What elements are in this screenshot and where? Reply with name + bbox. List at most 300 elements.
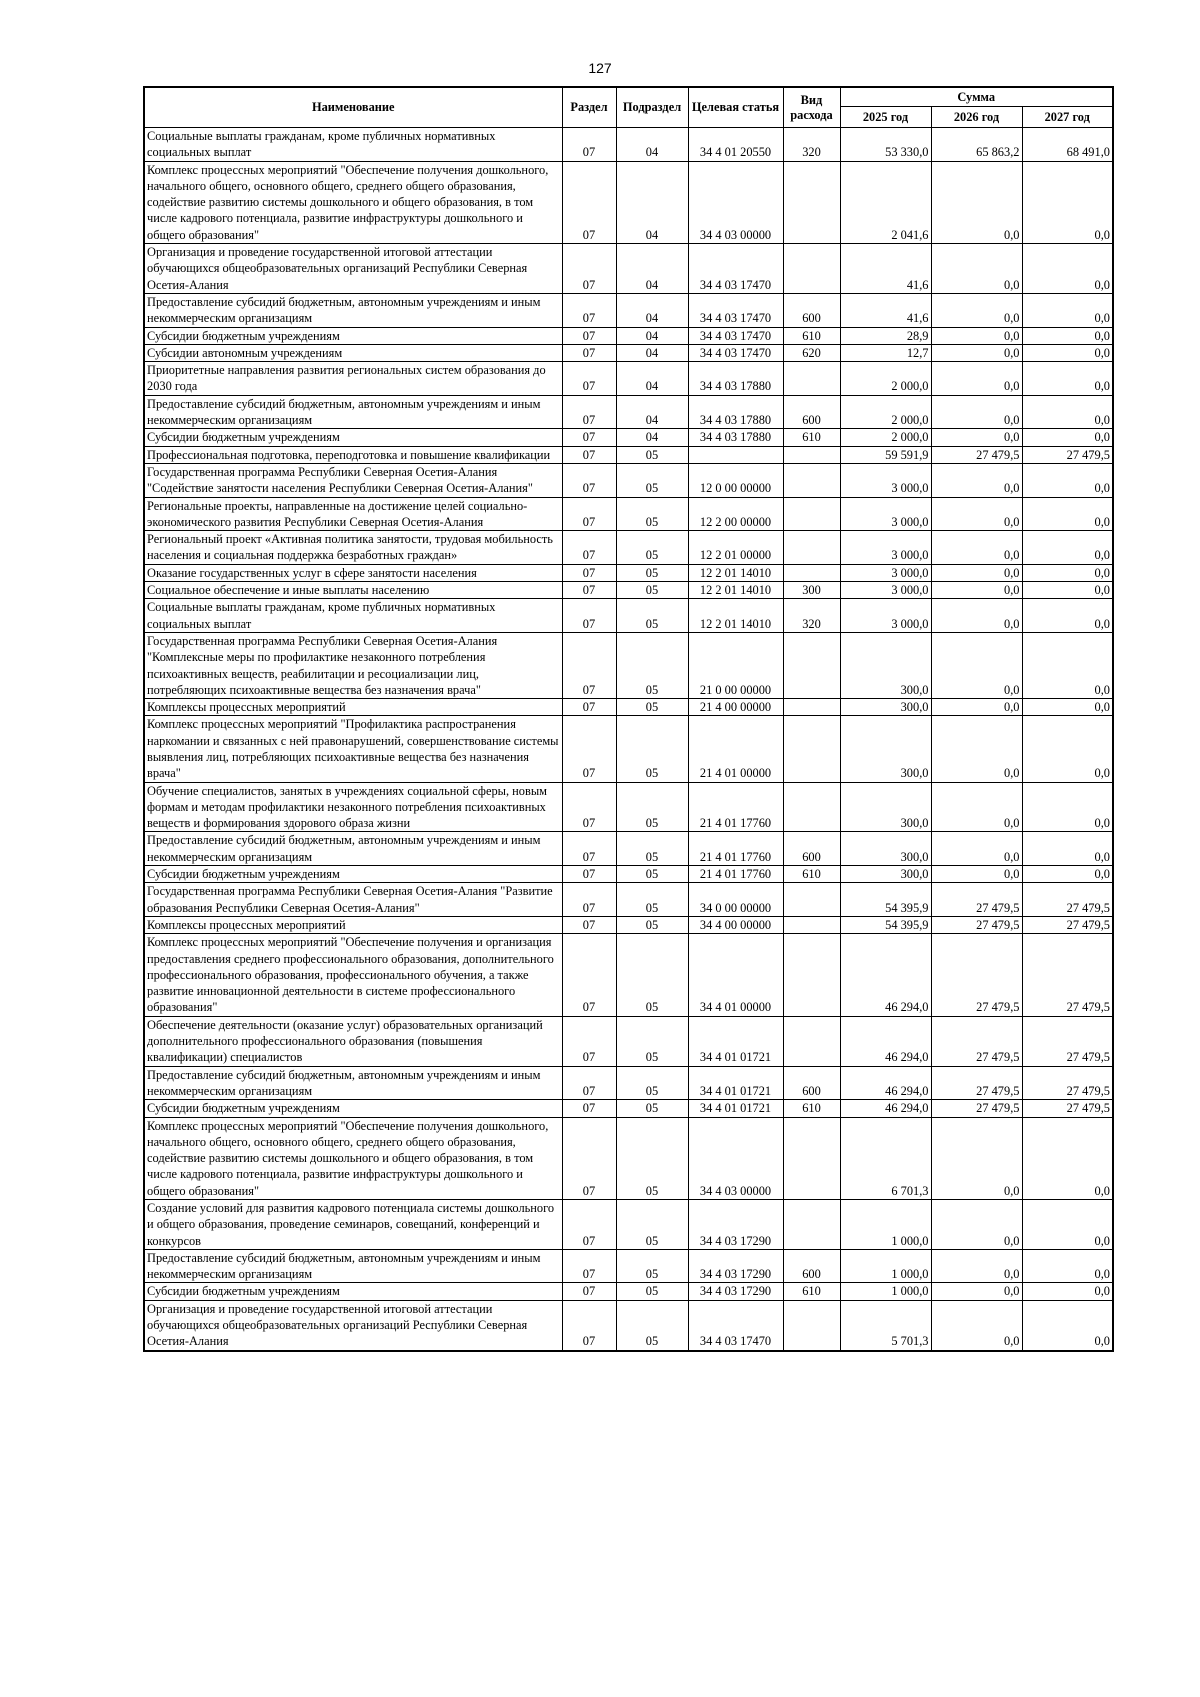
row-razdel: 07: [562, 632, 616, 698]
row-sum-2025: 12,7: [840, 344, 931, 361]
table-row: [144, 1117, 1113, 1199]
page-number: 127: [588, 60, 612, 76]
row-podrazdel: 04: [616, 128, 688, 162]
row-name: Субсидии бюджетным учреждениям: [144, 866, 562, 883]
table-row: [144, 599, 1113, 633]
row-sum-2027: 27 479,5: [1022, 883, 1113, 917]
row-name: Организация и проведение государственной итоговой аттестации обучающихся общеобразовательных организаций Республики Северная Осетия-Алания: [144, 1300, 562, 1350]
row-celevaya: 34 4 03 17880: [688, 429, 783, 446]
row-celevaya: 12 2 00 00000: [688, 497, 783, 531]
row-razdel: 07: [562, 699, 616, 716]
row-celevaya: 21 4 01 17760: [688, 832, 783, 866]
row-sum-2026: 0,0: [931, 1200, 1022, 1250]
row-sum-2027: 0,0: [1022, 1249, 1113, 1283]
row-name: Государственная программа Республики Северная Осетия-Алания "Комплексные меры по профилактике незаконного потребления психоактивных веществ, реабилитации и ресоциализации лиц, потребляющих психоактивные вещества без назначения врача": [144, 632, 562, 698]
row-vid: [783, 161, 840, 243]
row-name: Обучение специалистов, занятых в учреждениях социальной сферы, новым формам и методам профилактики незаконного потребления психоактивных веществ и формирования здорового образа жизни: [144, 782, 562, 832]
header-podrazdel: Подраздел: [616, 87, 688, 128]
row-name: Предоставление субсидий бюджетным, автономным учреждениям и иным некоммерческим организациям: [144, 395, 562, 429]
row-sum-2026: 0,0: [931, 716, 1022, 782]
row-celevaya: 21 4 01 17760: [688, 866, 783, 883]
row-podrazdel: 05: [616, 1200, 688, 1250]
row-sum-2027: 0,0: [1022, 699, 1113, 716]
row-vid: 600: [783, 1249, 840, 1283]
row-name: Обеспечение деятельности (оказание услуг) образовательных организаций дополнительного профессионального образования (повышения квалификации) специалистов: [144, 1016, 562, 1066]
row-name: Организация и проведение государственной итоговой аттестации обучающихся общеобразовательных организаций Республики Северная Осетия-Алания: [144, 244, 562, 294]
row-name: Комплекс процессных мероприятий "Обеспечение получения дошкольного, начального общего, основного общего, среднего общего образования, содействие развитию системы дошкольного и общего образования, в том числе кадрового потенциала, развитие инфраструктуры дошкольного и общего образования": [144, 1117, 562, 1199]
row-celevaya: 12 2 01 14010: [688, 582, 783, 599]
table-row: [144, 716, 1113, 782]
row-sum-2027: 0,0: [1022, 497, 1113, 531]
row-sum-2027: 0,0: [1022, 1200, 1113, 1250]
row-sum-2025: 300,0: [840, 832, 931, 866]
row-celevaya: 34 0 00 00000: [688, 883, 783, 917]
row-podrazdel: 05: [616, 1249, 688, 1283]
table-row: [144, 446, 1113, 463]
header-2026: 2026 год: [931, 107, 1022, 128]
row-razdel: 07: [562, 161, 616, 243]
row-podrazdel: 05: [616, 463, 688, 497]
row-celevaya: 34 4 03 17880: [688, 395, 783, 429]
row-razdel: 07: [562, 244, 616, 294]
row-sum-2026: 0,0: [931, 1249, 1022, 1283]
row-sum-2025: 300,0: [840, 716, 931, 782]
row-podrazdel: 05: [616, 934, 688, 1016]
row-razdel: 07: [562, 463, 616, 497]
table-row: [144, 161, 1113, 243]
row-sum-2026: 0,0: [931, 463, 1022, 497]
row-razdel: 07: [562, 1117, 616, 1199]
row-name: Предоставление субсидий бюджетным, автономным учреждениям и иным некоммерческим организациям: [144, 1066, 562, 1100]
row-sum-2026: 0,0: [931, 632, 1022, 698]
row-razdel: 07: [562, 1283, 616, 1300]
row-name: Региональные проекты, направленные на достижение целей социально-экономического развития Республики Северная Осетия-Алания: [144, 497, 562, 531]
row-razdel: 07: [562, 716, 616, 782]
row-celevaya: 21 4 01 00000: [688, 716, 783, 782]
row-sum-2027: 0,0: [1022, 344, 1113, 361]
row-vid: [783, 1200, 840, 1250]
row-sum-2026: 0,0: [931, 564, 1022, 581]
row-sum-2026: 0,0: [931, 782, 1022, 832]
row-sum-2027: 0,0: [1022, 782, 1113, 832]
row-sum-2025: 300,0: [840, 632, 931, 698]
row-sum-2026: 65 863,2: [931, 128, 1022, 162]
row-sum-2026: 0,0: [931, 362, 1022, 396]
row-sum-2027: 0,0: [1022, 564, 1113, 581]
row-celevaya: 34 4 03 17290: [688, 1200, 783, 1250]
row-podrazdel: 05: [616, 564, 688, 581]
row-sum-2027: 0,0: [1022, 362, 1113, 396]
row-sum-2026: 0,0: [931, 344, 1022, 361]
table-row: [144, 832, 1113, 866]
row-sum-2025: 3 000,0: [840, 582, 931, 599]
row-sum-2027: 27 479,5: [1022, 1016, 1113, 1066]
row-sum-2025: 59 591,9: [840, 446, 931, 463]
row-sum-2027: 0,0: [1022, 531, 1113, 565]
row-name: Приоритетные направления развития региональных систем образования до 2030 года: [144, 362, 562, 396]
row-podrazdel: 04: [616, 161, 688, 243]
table-row: [144, 463, 1113, 497]
row-sum-2025: 2 041,6: [840, 161, 931, 243]
row-name: Оказание государственных услуг в сфере занятости населения: [144, 564, 562, 581]
row-vid: 600: [783, 395, 840, 429]
row-vid: 620: [783, 344, 840, 361]
row-sum-2026: 0,0: [931, 429, 1022, 446]
row-podrazdel: 05: [616, 782, 688, 832]
row-sum-2026: 27 479,5: [931, 1016, 1022, 1066]
row-celevaya: 12 2 01 14010: [688, 564, 783, 581]
row-vid: [783, 446, 840, 463]
row-sum-2026: 0,0: [931, 1283, 1022, 1300]
row-sum-2026: 0,0: [931, 161, 1022, 243]
header-vid: Вид расхода: [783, 87, 840, 128]
row-name: Субсидии бюджетным учреждениям: [144, 1283, 562, 1300]
row-razdel: 07: [562, 327, 616, 344]
row-name: Региональный проект «Активная политика занятости, трудовая мобильность населения и социальная поддержка безработных граждан»: [144, 531, 562, 565]
row-podrazdel: 05: [616, 1300, 688, 1350]
row-sum-2025: 41,6: [840, 293, 931, 327]
row-sum-2025: 28,9: [840, 327, 931, 344]
row-vid: [783, 716, 840, 782]
row-sum-2027: 0,0: [1022, 716, 1113, 782]
row-vid: 600: [783, 293, 840, 327]
row-podrazdel: 05: [616, 446, 688, 463]
row-sum-2025: 54 395,9: [840, 916, 931, 933]
row-sum-2026: 0,0: [931, 832, 1022, 866]
table-row: [144, 128, 1113, 162]
row-sum-2026: 27 479,5: [931, 916, 1022, 933]
row-podrazdel: 05: [616, 632, 688, 698]
row-vid: [783, 699, 840, 716]
row-razdel: 07: [562, 1249, 616, 1283]
table-row: [144, 632, 1113, 698]
row-podrazdel: 05: [616, 1283, 688, 1300]
row-name: Предоставление субсидий бюджетным, автономным учреждениям и иным некоммерческим организациям: [144, 1249, 562, 1283]
row-sum-2027: 68 491,0: [1022, 128, 1113, 162]
table-row: [144, 564, 1113, 581]
row-razdel: 07: [562, 1016, 616, 1066]
row-vid: [783, 564, 840, 581]
row-podrazdel: 05: [616, 531, 688, 565]
row-celevaya: 34 4 00 00000: [688, 916, 783, 933]
row-sum-2025: 2 000,0: [840, 362, 931, 396]
row-sum-2025: 2 000,0: [840, 429, 931, 446]
row-sum-2025: 3 000,0: [840, 599, 931, 633]
row-sum-2025: 3 000,0: [840, 497, 931, 531]
row-sum-2025: 3 000,0: [840, 531, 931, 565]
row-celevaya: 34 4 03 17470: [688, 293, 783, 327]
row-sum-2027: 27 479,5: [1022, 1100, 1113, 1117]
table-row: [144, 1249, 1113, 1283]
row-sum-2027: 0,0: [1022, 327, 1113, 344]
row-sum-2027: 27 479,5: [1022, 916, 1113, 933]
row-celevaya: [688, 446, 783, 463]
budget-table: [143, 86, 1114, 1352]
row-sum-2025: 300,0: [840, 699, 931, 716]
table-header: [144, 87, 1113, 128]
row-sum-2027: 0,0: [1022, 395, 1113, 429]
row-sum-2027: 27 479,5: [1022, 1066, 1113, 1100]
row-name: Субсидии автономным учреждениям: [144, 344, 562, 361]
row-razdel: 07: [562, 599, 616, 633]
row-vid: 610: [783, 429, 840, 446]
row-sum-2027: 27 479,5: [1022, 446, 1113, 463]
row-name: Социальные выплаты гражданам, кроме публичных нормативных социальных выплат: [144, 599, 562, 633]
row-name: Субсидии бюджетным учреждениям: [144, 429, 562, 446]
row-name: Субсидии бюджетным учреждениям: [144, 327, 562, 344]
table-row: [144, 1283, 1113, 1300]
row-sum-2026: 0,0: [931, 1300, 1022, 1350]
row-celevaya: 12 0 00 00000: [688, 463, 783, 497]
row-razdel: 07: [562, 429, 616, 446]
row-podrazdel: 05: [616, 497, 688, 531]
row-razdel: 07: [562, 531, 616, 565]
row-sum-2025: 41,6: [840, 244, 931, 294]
table-row: [144, 362, 1113, 396]
table-row: [144, 1200, 1113, 1250]
row-razdel: 07: [562, 934, 616, 1016]
row-name: Комплексы процессных мероприятий: [144, 916, 562, 933]
row-celevaya: 21 0 00 00000: [688, 632, 783, 698]
row-sum-2027: 0,0: [1022, 1283, 1113, 1300]
table-row: [144, 344, 1113, 361]
row-vid: [783, 883, 840, 917]
row-podrazdel: 05: [616, 699, 688, 716]
row-name: Государственная программа Республики Северная Осетия-Алания "Содействие занятости населения Республики Северная Осетия-Алания": [144, 463, 562, 497]
row-name: Комплексы процессных мероприятий: [144, 699, 562, 716]
row-sum-2027: 0,0: [1022, 599, 1113, 633]
row-celevaya: 34 4 01 01721: [688, 1016, 783, 1066]
header-2025: 2025 год: [840, 107, 931, 128]
row-sum-2026: 27 479,5: [931, 934, 1022, 1016]
row-podrazdel: 05: [616, 716, 688, 782]
row-sum-2025: 53 330,0: [840, 128, 931, 162]
row-sum-2026: 0,0: [931, 1117, 1022, 1199]
row-sum-2025: 46 294,0: [840, 934, 931, 1016]
row-sum-2026: 27 479,5: [931, 1100, 1022, 1117]
row-sum-2027: 0,0: [1022, 463, 1113, 497]
row-razdel: 07: [562, 446, 616, 463]
row-podrazdel: 05: [616, 1016, 688, 1066]
table-row: [144, 883, 1113, 917]
row-celevaya: 34 4 01 20550: [688, 128, 783, 162]
row-razdel: 07: [562, 362, 616, 396]
table-row: [144, 293, 1113, 327]
row-sum-2027: 0,0: [1022, 1117, 1113, 1199]
row-sum-2027: 0,0: [1022, 832, 1113, 866]
table-row: [144, 582, 1113, 599]
row-podrazdel: 04: [616, 429, 688, 446]
table-row: [144, 429, 1113, 446]
row-celevaya: 34 4 03 17470: [688, 1300, 783, 1350]
table-row: [144, 395, 1113, 429]
row-razdel: 07: [562, 1300, 616, 1350]
row-sum-2027: 0,0: [1022, 244, 1113, 294]
table-row: [144, 531, 1113, 565]
header-razdel: Раздел: [562, 87, 616, 128]
row-sum-2026: 0,0: [931, 699, 1022, 716]
header-celevaya: Целевая статья: [688, 87, 783, 128]
row-name: Профессиональная подготовка, переподготовка и повышение квалификации: [144, 446, 562, 463]
row-sum-2025: 2 000,0: [840, 395, 931, 429]
row-sum-2027: 0,0: [1022, 161, 1113, 243]
table-row: [144, 1016, 1113, 1066]
row-name: Комплекс процессных мероприятий "Обеспечение получения и организация предоставления среднего профессионального образования, дополнительного профессионального образования, профессионального обучения, а также развитие инновационной деятельности в системе профессионального образования": [144, 934, 562, 1016]
row-podrazdel: 05: [616, 1117, 688, 1199]
row-celevaya: 34 4 01 00000: [688, 934, 783, 1016]
row-vid: [783, 1300, 840, 1350]
table-row: [144, 327, 1113, 344]
row-celevaya: 34 4 03 00000: [688, 1117, 783, 1199]
row-podrazdel: 04: [616, 362, 688, 396]
row-sum-2025: 300,0: [840, 782, 931, 832]
row-sum-2026: 0,0: [931, 599, 1022, 633]
row-celevaya: 21 4 01 17760: [688, 782, 783, 832]
row-razdel: 07: [562, 582, 616, 599]
table-row: [144, 1300, 1113, 1350]
row-vid: [783, 362, 840, 396]
row-celevaya: 34 4 03 17470: [688, 244, 783, 294]
row-sum-2025: 54 395,9: [840, 883, 931, 917]
row-sum-2026: 0,0: [931, 582, 1022, 599]
row-name: Социальное обеспечение и иные выплаты населению: [144, 582, 562, 599]
row-razdel: 07: [562, 564, 616, 581]
table-row: [144, 497, 1113, 531]
row-name: Предоставление субсидий бюджетным, автономным учреждениям и иным некоммерческим организациям: [144, 832, 562, 866]
row-sum-2027: 0,0: [1022, 632, 1113, 698]
row-vid: 320: [783, 599, 840, 633]
row-vid: 610: [783, 866, 840, 883]
table-row: [144, 916, 1113, 933]
row-razdel: 07: [562, 782, 616, 832]
row-sum-2026: 0,0: [931, 293, 1022, 327]
row-celevaya: 34 4 03 17470: [688, 344, 783, 361]
row-razdel: 07: [562, 916, 616, 933]
table-row: [144, 934, 1113, 1016]
row-name: Создание условий для развития кадрового потенциала системы дошкольного и общего образования, проведение семинаров, совещаний, конференций и конкурсов: [144, 1200, 562, 1250]
row-sum-2026: 27 479,5: [931, 883, 1022, 917]
row-sum-2026: 0,0: [931, 531, 1022, 565]
row-sum-2027: 0,0: [1022, 293, 1113, 327]
row-celevaya: 34 4 03 00000: [688, 161, 783, 243]
row-sum-2025: 1 000,0: [840, 1200, 931, 1250]
row-sum-2025: 46 294,0: [840, 1016, 931, 1066]
row-vid: [783, 934, 840, 1016]
row-sum-2026: 0,0: [931, 497, 1022, 531]
row-celevaya: 34 4 03 17290: [688, 1283, 783, 1300]
table-row: [144, 1100, 1113, 1117]
row-razdel: 07: [562, 883, 616, 917]
row-razdel: 07: [562, 293, 616, 327]
row-vid: [783, 497, 840, 531]
row-podrazdel: 05: [616, 832, 688, 866]
row-sum-2025: 46 294,0: [840, 1100, 931, 1117]
row-sum-2027: 0,0: [1022, 582, 1113, 599]
row-sum-2025: 3 000,0: [840, 564, 931, 581]
row-vid: [783, 632, 840, 698]
row-sum-2025: 1 000,0: [840, 1283, 931, 1300]
table-row: [144, 782, 1113, 832]
row-sum-2027: 0,0: [1022, 1300, 1113, 1350]
row-podrazdel: 05: [616, 1066, 688, 1100]
row-vid: 600: [783, 1066, 840, 1100]
row-razdel: 07: [562, 1100, 616, 1117]
row-sum-2027: 0,0: [1022, 866, 1113, 883]
row-sum-2027: 0,0: [1022, 429, 1113, 446]
row-vid: 610: [783, 327, 840, 344]
row-razdel: 07: [562, 395, 616, 429]
row-podrazdel: 04: [616, 395, 688, 429]
row-vid: [783, 916, 840, 933]
row-sum-2025: 1 000,0: [840, 1249, 931, 1283]
row-celevaya: 12 2 01 00000: [688, 531, 783, 565]
row-razdel: 07: [562, 832, 616, 866]
row-celevaya: 21 4 00 00000: [688, 699, 783, 716]
row-sum-2025: 46 294,0: [840, 1066, 931, 1100]
row-podrazdel: 05: [616, 582, 688, 599]
table-row: [144, 699, 1113, 716]
row-sum-2026: 27 479,5: [931, 446, 1022, 463]
row-celevaya: 34 4 03 17290: [688, 1249, 783, 1283]
row-name: Комплекс процессных мероприятий "Обеспечение получения дошкольного, начального общего, основного общего, среднего общего образования, содействие развитию системы дошкольного и общего образования, в том числе кадрового потенциала, развитие инфраструктуры дошкольного и общего образования": [144, 161, 562, 243]
row-razdel: 07: [562, 1200, 616, 1250]
row-celevaya: 34 4 03 17470: [688, 327, 783, 344]
row-podrazdel: 05: [616, 883, 688, 917]
row-vid: 320: [783, 128, 840, 162]
row-sum-2026: 0,0: [931, 866, 1022, 883]
row-podrazdel: 04: [616, 344, 688, 361]
row-podrazdel: 04: [616, 293, 688, 327]
row-podrazdel: 05: [616, 916, 688, 933]
row-vid: [783, 1016, 840, 1066]
row-podrazdel: 05: [616, 1100, 688, 1117]
header-name: Наименование: [144, 87, 562, 128]
row-sum-2026: 0,0: [931, 395, 1022, 429]
row-name: Комплекс процессных мероприятий "Профилактика распространения наркомании и связанных с ней правонарушений, совершенствование системы выявления лиц, потребляющих психоактивные вещества без назначения врача": [144, 716, 562, 782]
header-2027: 2027 год: [1022, 107, 1113, 128]
row-vid: 300: [783, 582, 840, 599]
row-vid: [783, 1117, 840, 1199]
row-sum-2026: 0,0: [931, 244, 1022, 294]
row-sum-2027: 27 479,5: [1022, 934, 1113, 1016]
row-vid: [783, 782, 840, 832]
table-row: [144, 244, 1113, 294]
row-celevaya: 34 4 03 17880: [688, 362, 783, 396]
row-name: Субсидии бюджетным учреждениям: [144, 1100, 562, 1117]
row-sum-2025: 5 701,3: [840, 1300, 931, 1350]
row-name: Социальные выплаты гражданам, кроме публичных нормативных социальных выплат: [144, 128, 562, 162]
table-body: [144, 128, 1113, 1351]
row-vid: [783, 531, 840, 565]
row-sum-2026: 27 479,5: [931, 1066, 1022, 1100]
row-sum-2025: 3 000,0: [840, 463, 931, 497]
row-celevaya: 12 2 01 14010: [688, 599, 783, 633]
row-celevaya: 34 4 01 01721: [688, 1066, 783, 1100]
row-razdel: 07: [562, 866, 616, 883]
row-vid: [783, 463, 840, 497]
row-razdel: 07: [562, 497, 616, 531]
row-vid: 600: [783, 832, 840, 866]
row-sum-2025: 6 701,3: [840, 1117, 931, 1199]
row-razdel: 07: [562, 1066, 616, 1100]
row-vid: 610: [783, 1283, 840, 1300]
table-row: [144, 866, 1113, 883]
row-podrazdel: 05: [616, 599, 688, 633]
row-razdel: 07: [562, 344, 616, 361]
row-podrazdel: 04: [616, 244, 688, 294]
row-sum-2025: 300,0: [840, 866, 931, 883]
row-razdel: 07: [562, 128, 616, 162]
